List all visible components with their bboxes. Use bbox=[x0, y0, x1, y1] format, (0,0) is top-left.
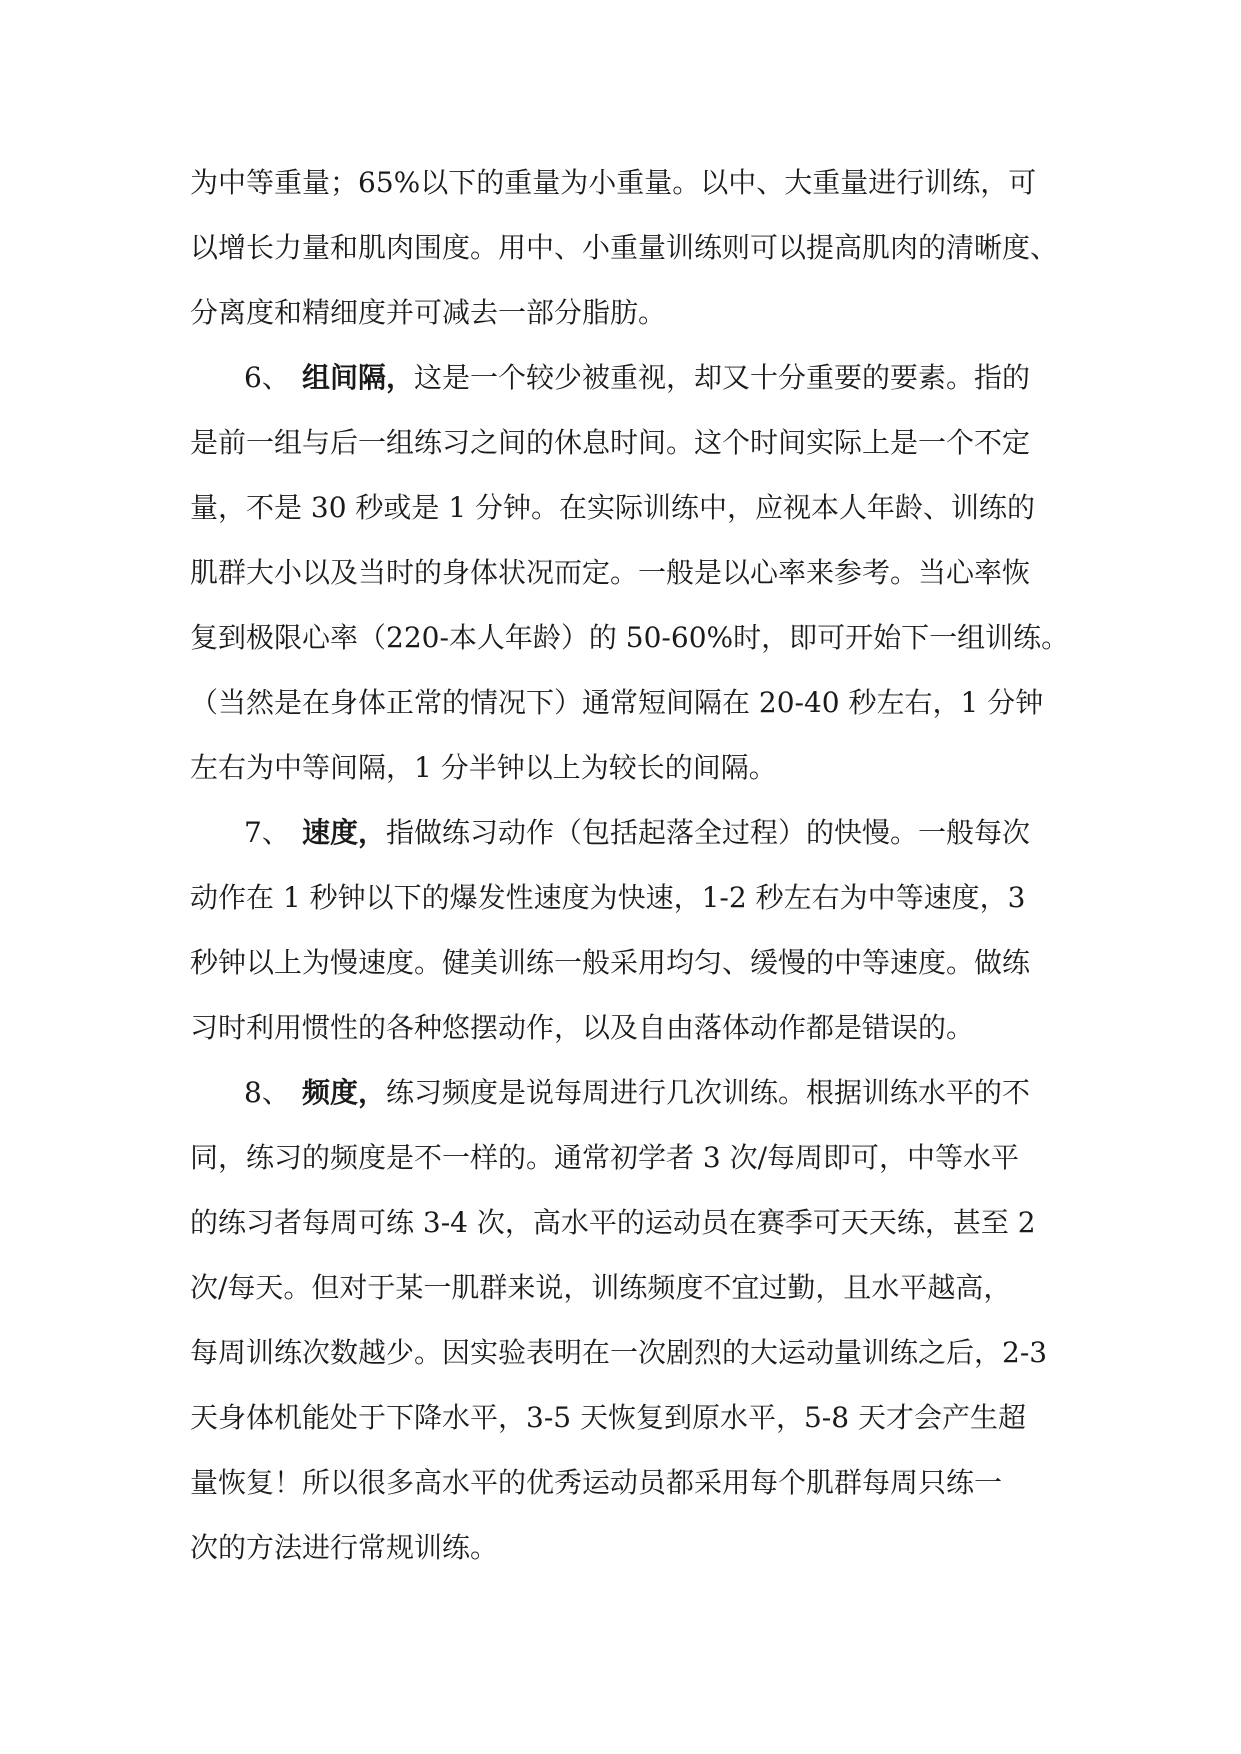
item-term: 速度， bbox=[302, 816, 387, 849]
line-text: （当然是在身体正常的情况下）通常短间隔在 20-40 秒左右，1 分钟 bbox=[190, 686, 1044, 719]
item-heading-line bbox=[0, 1073, 1241, 1113]
text-line bbox=[0, 943, 1241, 983]
item-6-heading bbox=[244, 358, 1030, 398]
line-text: 为中等重量；65%以下的重量为小重量。以中、大重量进行训练，可 bbox=[190, 166, 1037, 199]
item-heading-line bbox=[0, 813, 1241, 853]
line-text: 复到极限心率（220-本人年龄）的 50-60%时，即可开始下一组训练。 bbox=[190, 621, 1070, 654]
line-text: 量，不是 30 秒或是 1 分钟。在实际训练中，应视本人年龄、训练的 bbox=[190, 491, 1036, 524]
item-8-heading bbox=[244, 1073, 1030, 1113]
line-text: 以增长力量和肌肉围度。用中、小重量训练则可以提高肌肉的清晰度、 bbox=[190, 231, 1059, 264]
line-text: 的练习者每周可练 3-4 次，高水平的运动员在赛季可天天练，甚至 2 bbox=[190, 1206, 1036, 1239]
line-text: 是前一组与后一组练习之间的休息时间。这个时间实际上是一个不定 bbox=[190, 426, 1031, 459]
line-text: 天身体机能处于下降水平，3-5 天恢复到原水平，5-8 天才会产生超 bbox=[190, 1401, 1026, 1434]
text-line bbox=[0, 1008, 1241, 1048]
text-line bbox=[0, 1528, 1241, 1568]
item-text: 这是一个较少被重视，却又十分重要的要素。指的 bbox=[414, 361, 1031, 394]
line-text: 左右为中等间隔，1 分半钟以上为较长的间隔。 bbox=[190, 751, 777, 784]
text-line bbox=[0, 553, 1241, 593]
line-text: 分离度和精细度并可减去一部分脂肪。 bbox=[190, 296, 667, 329]
item-7-heading bbox=[244, 813, 1030, 853]
line-text: 同，练习的频度是不一样的。通常初学者 3 次/每周即可，中等水平 bbox=[190, 1141, 1020, 1174]
line-text: 量恢复！所以很多高水平的优秀运动员都采用每个肌群每周只练一 bbox=[190, 1466, 1003, 1499]
text-line bbox=[0, 618, 1241, 658]
text-line bbox=[0, 1268, 1241, 1308]
text-line bbox=[0, 1138, 1241, 1178]
text-line bbox=[0, 1333, 1241, 1373]
item-number: 8、 bbox=[244, 1076, 290, 1109]
line-text: 每周训练次数越少。因实验表明在一次剧烈的大运动量训练之后，2-3 bbox=[190, 1336, 1048, 1369]
item-text: 练习频度是说每周进行几次训练。根据训练水平的不 bbox=[386, 1076, 1031, 1109]
line-text: 秒钟以上为慢速度。健美训练一般采用均匀、缓慢的中等速度。做练 bbox=[190, 946, 1031, 979]
item-term: 频度， bbox=[302, 1076, 387, 1109]
text-line bbox=[0, 1398, 1241, 1438]
item-number: 7、 bbox=[244, 816, 290, 849]
line-text: 肌群大小以及当时的身体状况而定。一般是以心率来参考。当心率恢 bbox=[190, 556, 1031, 589]
line-text: 次的方法进行常规训练。 bbox=[190, 1531, 499, 1564]
item-term: 组间隔， bbox=[302, 361, 415, 394]
line-text: 习时利用惯性的各种悠摆动作，以及自由落体动作都是错误的。 bbox=[190, 1011, 975, 1044]
text-line bbox=[0, 423, 1241, 463]
text-line bbox=[0, 1463, 1241, 1503]
text-line bbox=[0, 1203, 1241, 1243]
text-line bbox=[0, 488, 1241, 528]
item-number: 6、 bbox=[244, 361, 290, 394]
line-text: 动作在 1 秒钟以下的爆发性速度为快速，1-2 秒左右为中等速度，3 bbox=[190, 881, 1026, 914]
item-text: 指做练习动作（包括起落全过程）的快慢。一般每次 bbox=[386, 816, 1031, 849]
text-line bbox=[0, 228, 1241, 268]
text-line bbox=[0, 683, 1241, 723]
item-heading-line bbox=[0, 358, 1241, 398]
text-line bbox=[0, 878, 1241, 918]
line-text: 次/每天。但对于某一肌群来说，训练频度不宜过勤，且水平越高， bbox=[190, 1271, 1012, 1304]
text-line bbox=[0, 293, 1241, 333]
text-line bbox=[0, 748, 1241, 788]
text-line bbox=[0, 163, 1241, 203]
